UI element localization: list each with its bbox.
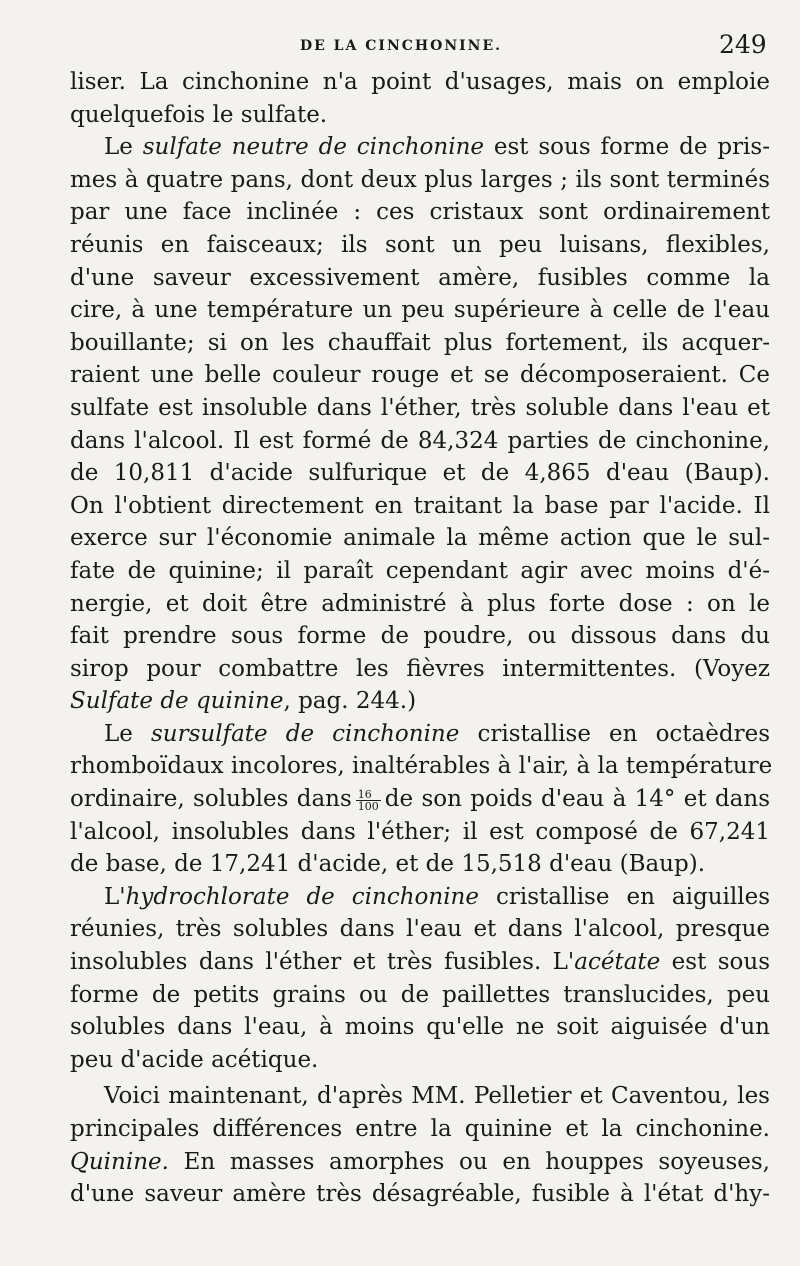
text-line: liser. La cinchonine n'a point d'usages, mais on emploie — [70, 69, 770, 95]
text-segment: de son poids d'eau à 14 — [384, 786, 664, 813]
page-header — [0, 30, 800, 64]
text-line — [70, 783, 770, 816]
text-line — [70, 685, 770, 718]
text-line: réunis en faisceaux; ils sont un peu luisans, flexibles, — [70, 231, 770, 258]
text-segment: En masses amorphes ou en houppes soyeuses, — [168, 1148, 770, 1175]
italic-term: acétate — [574, 949, 661, 976]
italic-term: sursulfate de cinchonine — [150, 720, 460, 747]
text-line: fait prendre sous forme de poudre, ou dissous dans du — [70, 623, 770, 650]
text-line: quelquefois le sulfate. — [70, 101, 328, 128]
text-line: bouillante; si on les chauffait plus fortement, ils acquer- — [70, 329, 770, 356]
text-line: dans l'alcool. Il est formé de 84,324 parties de cinchonine, — [70, 427, 770, 454]
text-segment: Le — [104, 134, 143, 161]
text-line — [70, 946, 770, 979]
text-segment: cristallise en octaèdres — [459, 720, 770, 747]
text-line: par une face inclinée : ces cristaux sont ordinairement — [70, 199, 770, 226]
text-line: rhomboïdaux incolores, inaltérables à l'air, à la température — [70, 753, 773, 780]
text-segment: ordinaire, solubles dans — [70, 786, 352, 813]
text-segment: Le — [104, 720, 151, 747]
page-number: 249 — [719, 30, 767, 59]
text-line: peu d'acide acétique. — [70, 1046, 319, 1073]
text-line: d'une saveur excessivement amère, fusibles comme la — [70, 264, 770, 291]
text-line — [70, 1146, 770, 1179]
text-line: cire, à une température un peu supérieure à celle de l'eau — [70, 297, 770, 324]
text-line: de base, de 17,241 d'acide, et de 15,518 d'eau (Baup). — [70, 851, 706, 878]
text-line: exerce sur l'économie animale la même action que le sul- — [70, 525, 770, 552]
text-line: On l'obtient directement en traitant la base par l'acide. Il — [70, 492, 770, 519]
text-line: principales différences entre la quinine et la cinchonine. — [70, 1116, 770, 1142]
text-line: de 10,811 d'acide sulfurique et de 4,865 d'eau (Baup). — [70, 460, 770, 487]
text-line — [70, 718, 770, 751]
text-line — [70, 881, 770, 914]
text-line — [70, 131, 770, 164]
fraction-denominator: 100 — [357, 799, 379, 813]
text-segment: cristallise en aiguilles — [478, 883, 770, 910]
text-segment: est sous forme de pris- — [484, 134, 770, 161]
text-line: sulfate est insoluble dans l'éther, très soluble dans l'eau et — [70, 394, 770, 421]
italic-term: sulfate neutre de cinchonine — [142, 134, 484, 161]
text-line: réunies, très solubles dans l'eau et dans l'alcool, presque — [70, 916, 770, 943]
fraction-numerator: 16 — [356, 789, 381, 801]
page-body — [70, 66, 773, 1211]
text-segment: , pag. 244.) — [283, 688, 417, 715]
text-line: l'alcool, insolubles dans l'éther; il est composé de 67,241 — [70, 818, 770, 845]
text-line: forme de petits grains ou de paillettes translucides, peu — [70, 981, 770, 1008]
text-segment: L' — [104, 883, 126, 910]
text-segment: ° et dans — [663, 786, 770, 813]
italic-term: hydrochlorate de cinchonine — [125, 883, 479, 910]
running-title: DE LA CINCHONINE. — [300, 38, 503, 54]
text-line: solubles dans l'eau, à moins qu'elle ne soit aiguisée d'un — [70, 1014, 770, 1041]
text-line: d'une saveur amère très désagréable, fusible à l'état d'hy- — [70, 1181, 770, 1208]
text-line: sirop pour combattre les fièvres intermittentes. (Voyez — [70, 655, 770, 682]
text-line: raient une belle couleur rouge et se décomposeraient. Ce — [70, 362, 770, 389]
fraction — [356, 789, 381, 812]
italic-term: Quinine. — [70, 1148, 169, 1175]
text-line: nergie, et doit être administré à plus forte dose : on le — [70, 590, 770, 617]
text-segment: est sous — [660, 949, 770, 976]
text-line: fate de quinine; il paraît cependant agir avec moins d'é- — [70, 557, 770, 584]
text-line: mes à quatre pans, dont deux plus larges ; ils sont terminés — [70, 166, 770, 193]
italic-term: Sulfate de quinine — [70, 688, 284, 715]
text-segment: insolubles dans l'éther et très fusibles. L' — [70, 949, 575, 976]
text-line: Voici maintenant, d'après MM. Pelletier et Caventou, les — [104, 1083, 770, 1110]
